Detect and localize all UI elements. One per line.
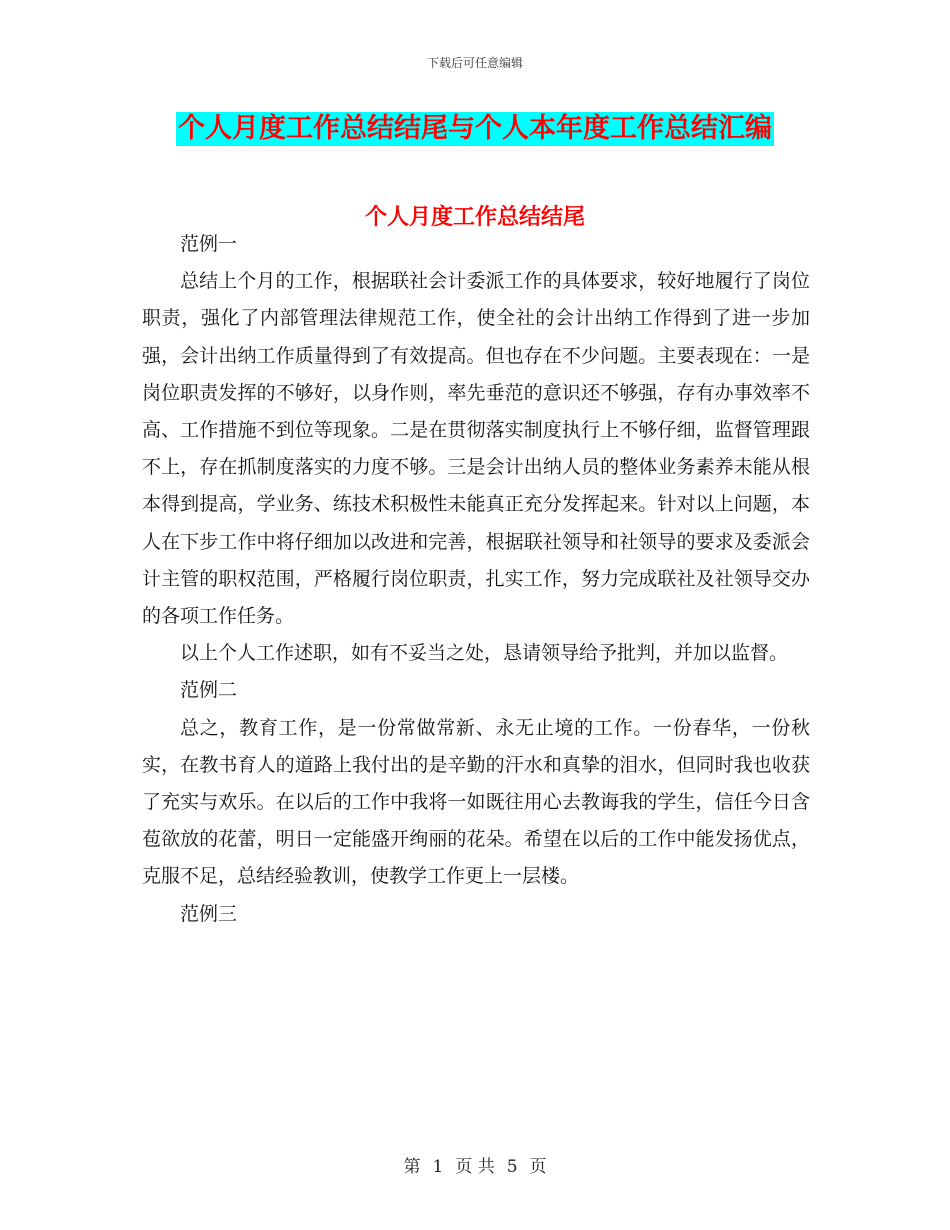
document-body — [142, 226, 810, 933]
page-total: 5 — [506, 1157, 518, 1177]
paragraph-example-one-closing: 以上个人工作述职，如有不妥当之处，恳请领导给予批判，并加以监督。 — [180, 642, 789, 665]
main-title: 个人月度工作总结结尾与个人本年度工作总结汇编 — [178, 113, 772, 144]
page-prefix: 第 — [403, 1157, 421, 1177]
paragraph-example-two-body: 总之，教育工作，是一份常做常新、永无止境的工作。一份春华，一份秋实，在教书育人的道路上我付出的是辛勤的汗水和真挚的泪水，但同时我也收获了充实与欢乐。在以后的工作中我将一如既往用心去教诲我的学生，信任今日含苞欲放的花蕾，明日一定能盛开绚丽的花朵。希望在以后的工作中能发扬优点，克服不足，总结经验教训，使教学工作更上一层楼。 — [142, 716, 810, 888]
paragraph-example-three-heading: 范例三 — [180, 902, 238, 925]
page-mid: 页 共 — [455, 1157, 495, 1177]
main-title-wrapper — [0, 112, 950, 146]
page-suffix: 页 — [529, 1157, 547, 1177]
paragraph-example-two-heading: 范例二 — [180, 679, 238, 702]
paragraph-example-one-body: 总结上个月的工作，根据联社会计委派工作的具体要求，较好地履行了岗位职责，强化了内部管理法律规范工作，使全社的会计出纳工作得到了进一步加强，会计出纳工作质量得到了有效提高。但也存在不少问题。主要表现在：一是岗位职责发挥的不够好，以身作则，率先垂范的意识还不够强，存有办事效率不高、工作措施不到位等现象。二是在贯彻落实制度执行上不够仔细，监督管理跟不上，存在抓制度落实的力度不够。三是会计出纳人员的整体业务素养未能从根本得到提高，学业务、练技术积极性未能真正充分发挥起来。针对以上问题，本人在下步工作中将仔细加以改进和完善，根据联社领导和社领导的要求及委派会计主管的职权范围，严格履行岗位职责，扎实工作，努力完成联社及社领导交办的各项工作任务。 — [142, 270, 810, 628]
page-number: 1 — [432, 1157, 444, 1177]
section-title: 个人月度工作总结结尾 — [364, 204, 585, 230]
page-number-footer — [0, 1152, 950, 1177]
header-note: 下载后可任意编辑 — [426, 56, 523, 70]
paragraph-example-one-heading: 范例一 — [180, 233, 238, 255]
